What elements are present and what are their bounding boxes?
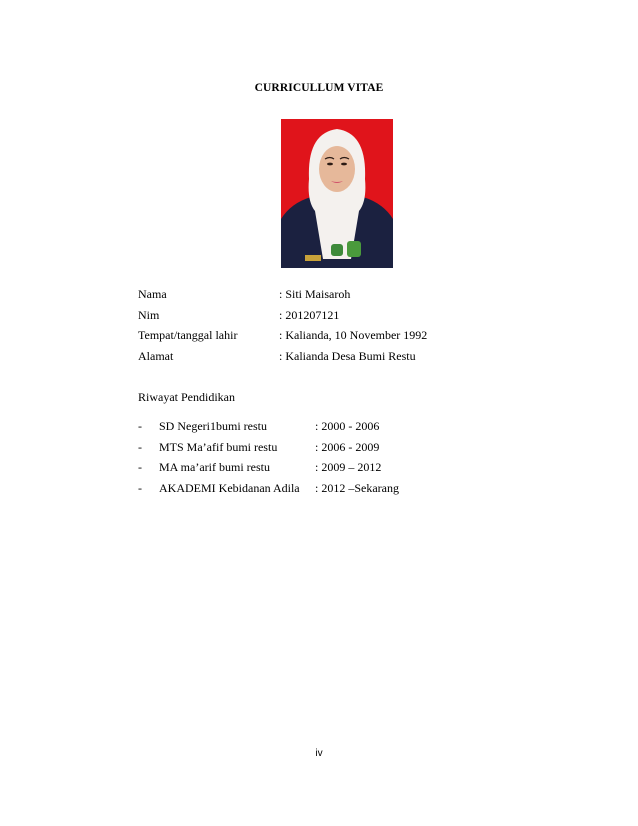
bullet-dash: - (138, 439, 142, 454)
education-row (138, 460, 558, 481)
info-value: : Kalianda Desa Bumi Restu (279, 349, 416, 364)
education-heading: Riwayat Pendidikan (138, 390, 235, 404)
document-title: CURRICULLUM VITAE (254, 82, 384, 94)
info-row-birth (138, 328, 558, 349)
school-years: : 2000 - 2006 (315, 419, 380, 433)
page-number: iv (315, 748, 323, 759)
info-row-name (138, 287, 558, 308)
education-row (138, 419, 558, 440)
school-years: : 2006 - 2009 (315, 439, 380, 454)
bullet-dash: - (138, 481, 142, 496)
info-value: : Kalianda, 10 November 1992 (279, 328, 428, 343)
info-value: : 201207121 (279, 307, 340, 322)
bullet-dash: - (138, 460, 142, 475)
info-row-nim (138, 308, 558, 329)
education-row (138, 481, 558, 502)
education-list (138, 419, 558, 502)
school-years: : 2009 – 2012 (315, 460, 382, 475)
school-name: MA ma’arif bumi restu (159, 460, 270, 475)
info-label: Nama (138, 287, 167, 301)
education-row (138, 440, 558, 461)
school-years: : 2012 –Sekarang (315, 481, 399, 496)
school-name: AKADEMI Kebidanan Adila (159, 481, 300, 496)
info-label: Nim (138, 307, 160, 322)
info-label: Tempat/tanggal lahir (138, 328, 238, 343)
info-row-address (138, 349, 558, 370)
school-name: SD Negeri1bumi restu (159, 419, 267, 433)
info-label: Alamat (138, 349, 174, 364)
profile-photo (281, 119, 393, 268)
personal-info-section (138, 287, 558, 370)
school-name: MTS Ma’afif bumi restu (159, 439, 278, 454)
info-value: : Siti Maisaroh (279, 287, 351, 301)
bullet-dash: - (138, 419, 142, 433)
